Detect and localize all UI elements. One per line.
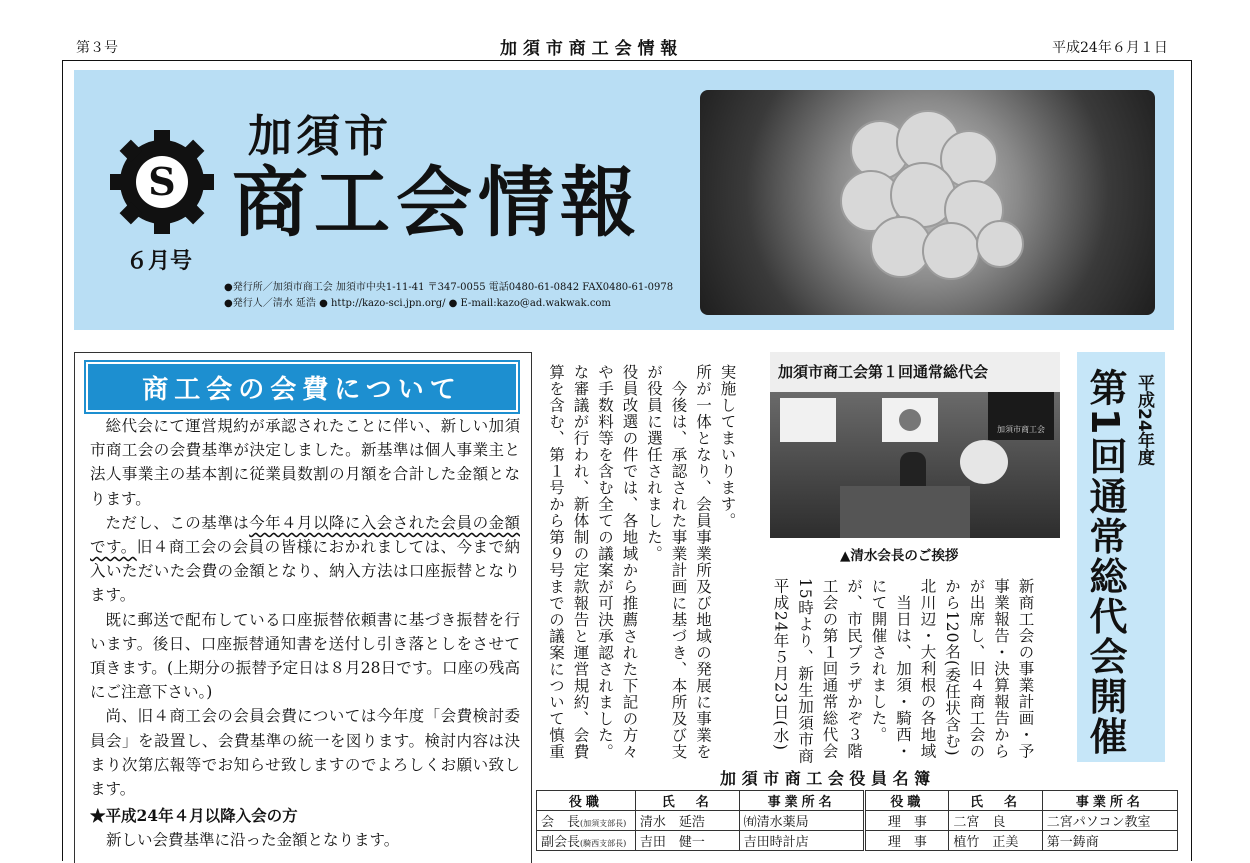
banner-title: 第1回通常総代会開催 <box>1083 368 1127 757</box>
article-columns-lower: 新商工会の事業計画・予 事業報告・決算報告から が出席し、旧４商工会の から120名(委任状含む) 北川辺・大利根の各地域 当日は、加須・騎西・ にて開催されました。 が、市民プラザかぞ３階 工会の第１回通常総代会 15時より、新生加須市商 平成24年５月23日(水) <box>771 577 1035 765</box>
month-label: ６月号 <box>126 248 193 274</box>
logo-sign: 加須市商工会 <box>988 392 1054 440</box>
article-heading: 商工会の会費について <box>86 362 518 412</box>
table-header-row: 役職 氏 名 事業所名 役職 氏 名 事業所名 <box>537 791 1178 811</box>
masthead-name: 商工会情報 <box>232 158 642 247</box>
roster-title: 加 須 市 商 工 会 役 員 名 簿 <box>720 769 931 788</box>
paragraph-2: ただし、この基準は今年４月以降に入会された会員の金額です。旧４商工会の会員の皆様におかれましては、今まで納入いただいた会費の金額となり、納入方法は口座振替となります。 <box>90 513 520 605</box>
emphasis-text: 今年４月以降に入会された会員の金額です。 <box>90 513 520 557</box>
photo-caption: ▲清水会長のご挨拶 <box>840 548 959 564</box>
article-body <box>90 414 520 801</box>
publisher-info: ●発行所／加須市商工会 加須市中央1-11-41 〒347-0055 電話0480-61-0842 FAX0480-61-0978 <box>224 282 674 293</box>
logo-gear-icon <box>108 128 216 236</box>
podium <box>840 486 970 538</box>
photo-banner: 加須市商工会第１回通常総代会 <box>770 352 1060 392</box>
newspaper-title: 加 須 市 商 工 会 情 報 <box>500 39 678 59</box>
hydrangea-photo <box>700 90 1155 315</box>
paragraph-1: 総代会にて運営規約が承認されたことに伴い、新しい加須市商工会の会費基準が決定しました。新基準は個人事業主と法人事業主の基本割に従業員数割の月額を合計した金額となります。 <box>90 417 520 508</box>
flower-arrangement <box>960 440 1008 484</box>
article-columns-upper: 実施してまいります。 所が一体となり、会員事業所及び地域の発展に事業を 今後は、承認された事業計画に基づき、本所及び支 が役員に選任されました。 役員改選の件では、各地域から推薦された下記の方々 や手数料等を含む全ての議案が可決承認されました。 な審議が行われ、新体制の定款報告と運営規約、会費 算を含む、第１号から第９号までの議案について慎重 <box>547 363 737 760</box>
banner-year: 平成24年度 <box>1134 374 1154 466</box>
logo-letter: S <box>148 159 176 204</box>
issue-date: 平成24年６月１日 <box>1052 40 1168 56</box>
masthead-city: 加須市 <box>248 111 392 162</box>
table-row: 会 長(加須支部長) 清水 延浩 ㈲清水薬局 理 事 二宮 良 二宮パソコン教室 <box>537 811 1178 831</box>
flag-left <box>780 398 836 442</box>
issue-number: 第３号 <box>76 40 118 56</box>
subheading-text: 新しい会費基準に沿った金額となります。 <box>106 831 400 849</box>
japan-flag <box>882 398 938 442</box>
officer-roster-table <box>536 790 1178 851</box>
paragraph-4: 尚、旧４商工会の会員会費については今年度「会費検討委員会」を設置し、会費基準の統一を図ります。検討内容は決まり次第広報等でお知らせ致しますのでよろしくお願い致します。 <box>90 707 520 799</box>
event-photo <box>770 352 1060 538</box>
paragraph-3: 既に郵送で配布している口座振替依頼書に基づき振替を行います。後日、口座振替通知書を送付し引き落としをさせて頂きます。(上期分の振替予定日は８月28日です。口座の残高にご注意下さい。) <box>90 610 520 702</box>
subheading: ★平成24年４月以降入会の方 <box>90 806 298 825</box>
contact-info: ●発行人／清水 延浩 ● http://kazo-sci.jpn.org/ ● E-mail:kazo@ad.wakwak.com <box>224 298 611 309</box>
table-row: 副会長(騎西支部長) 吉田 健一 吉田時計店 理 事 植竹 正美 第一鋳商 <box>537 831 1178 851</box>
